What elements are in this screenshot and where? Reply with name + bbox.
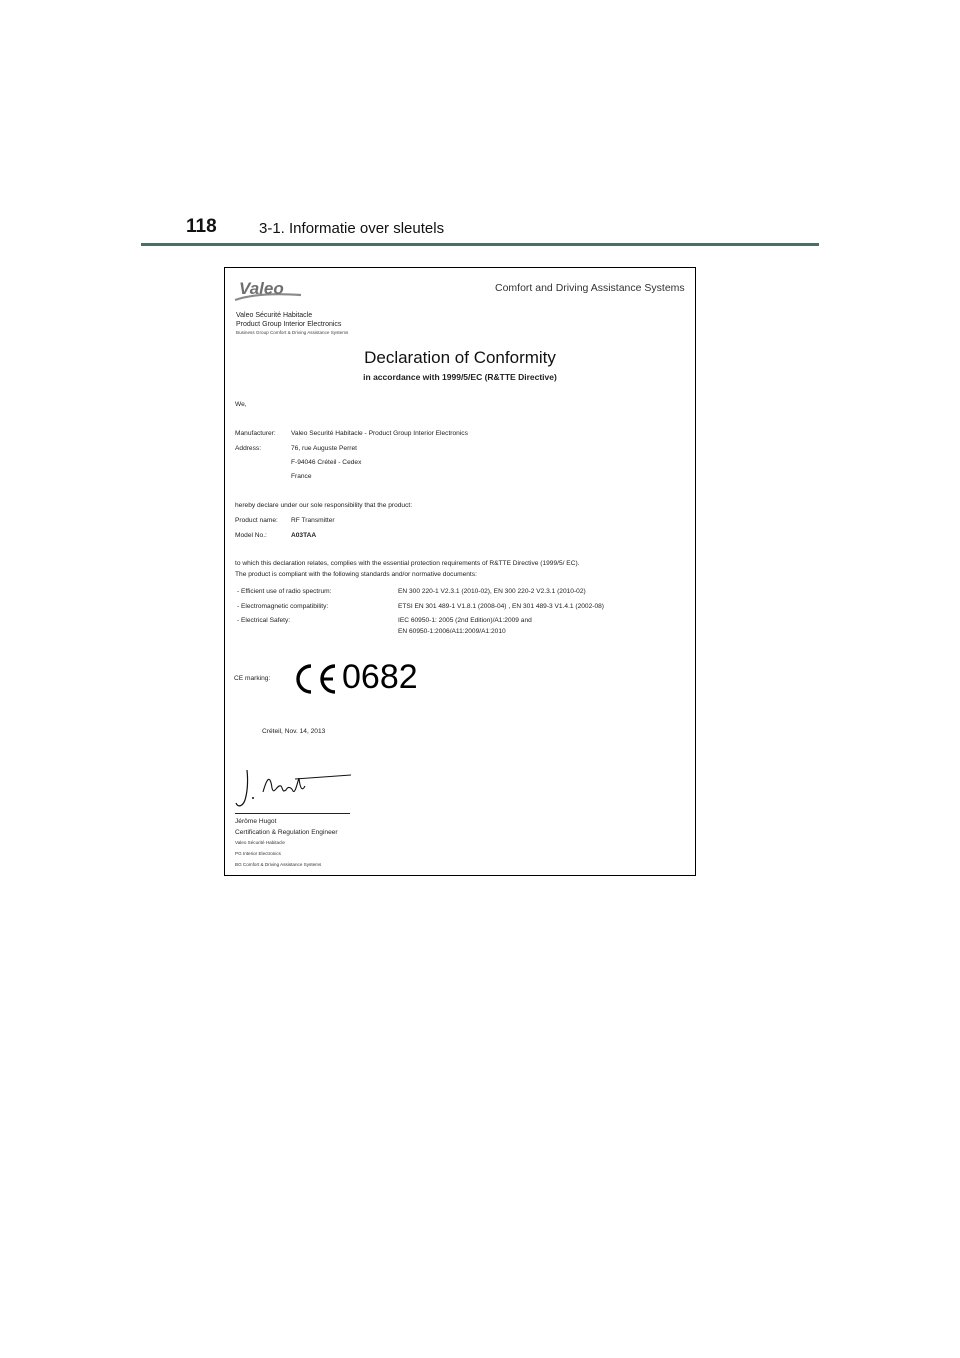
signer-org: BG Comfort & Driving Assistance Systems: [235, 862, 322, 867]
address-line: France: [291, 473, 312, 480]
model-label: Model No.:: [235, 532, 267, 539]
address-line: F-94046 Créteil - Cedex: [291, 459, 362, 466]
tagline: Comfort and Driving Assistance Systems: [495, 282, 685, 294]
valeo-logo: [233, 278, 303, 306]
place-date: Créteil, Nov. 14, 2013: [262, 728, 326, 735]
ce-marking-label: CE marking:: [234, 675, 271, 682]
we-text: We,: [235, 401, 247, 408]
model-value: A03TAA: [291, 532, 317, 539]
product-name-value: RF Transmitter: [291, 517, 335, 524]
section-title: 3-1. Informatie over sleutels: [259, 220, 445, 237]
manufacturer-value: Valeo Securité Habitacle - Product Group Interior Electronics: [291, 430, 468, 437]
logo-text: Valeo: [239, 279, 284, 298]
compliance-text: The product is compliant with the following standards and/or normative documents:: [235, 571, 477, 578]
signer-org: PG Interior Electronics: [235, 851, 281, 856]
header-divider: [141, 243, 819, 246]
signer-title: Certification & Regulation Engineer: [235, 829, 338, 836]
standard-label: - Electrical Safety:: [237, 617, 291, 624]
standard-value: ETSI EN 301 489-1 V1.8.1 (2008-04) , EN 301 489-3 V1.4.1 (2002-08): [398, 603, 604, 610]
ce-notified-body-number: 0682: [342, 658, 418, 696]
company-line: Valeo Sécurité Habitacle: [236, 312, 313, 319]
product-name-label: Product name:: [235, 517, 278, 524]
company-line: Business Group Comfort & Driving Assistance Systems: [236, 330, 349, 335]
signer-org: Valeo Sécurité Habitacle: [235, 840, 285, 845]
document-title: Declaration of Conformity: [364, 348, 556, 367]
address-line: 76, rue Auguste Perret: [291, 445, 357, 452]
standard-value: IEC 60950-1: 2005 (2nd Edition)/A1:2009 and: [398, 617, 532, 624]
page-header: [0, 0, 960, 250]
signature-line: [235, 813, 350, 814]
standard-label: - Electromagnetic compatibility:: [237, 603, 329, 610]
page-number: 118: [186, 216, 217, 237]
manufacturer-label: Manufacturer:: [235, 430, 276, 437]
compliance-text: to which this declaration relates, complies with the essential protection requirements of R&TTE Directive (1999/5/ EC).: [235, 560, 580, 567]
declaration-of-conformity-document: [224, 267, 696, 876]
declare-text: hereby declare under our sole responsibility that the product:: [235, 502, 413, 509]
standard-value: EN 60950-1:2006/A11:2009/A1:2010: [398, 628, 506, 635]
signer-name: Jérôme Hugot: [235, 818, 277, 825]
address-label: Address:: [235, 445, 262, 452]
standard-label: - Efficient use of radio spectrum:: [237, 588, 332, 595]
document-subtitle: in accordance with 1999/5/EC (R&TTE Directive): [363, 372, 557, 382]
company-line: Product Group Interior Electronics: [236, 321, 342, 328]
handwritten-signature: [233, 766, 353, 811]
standard-value: EN 300 220-1 V2.3.1 (2010-02), EN 300 220-2 V2.3.1 (2010-02): [398, 588, 586, 595]
